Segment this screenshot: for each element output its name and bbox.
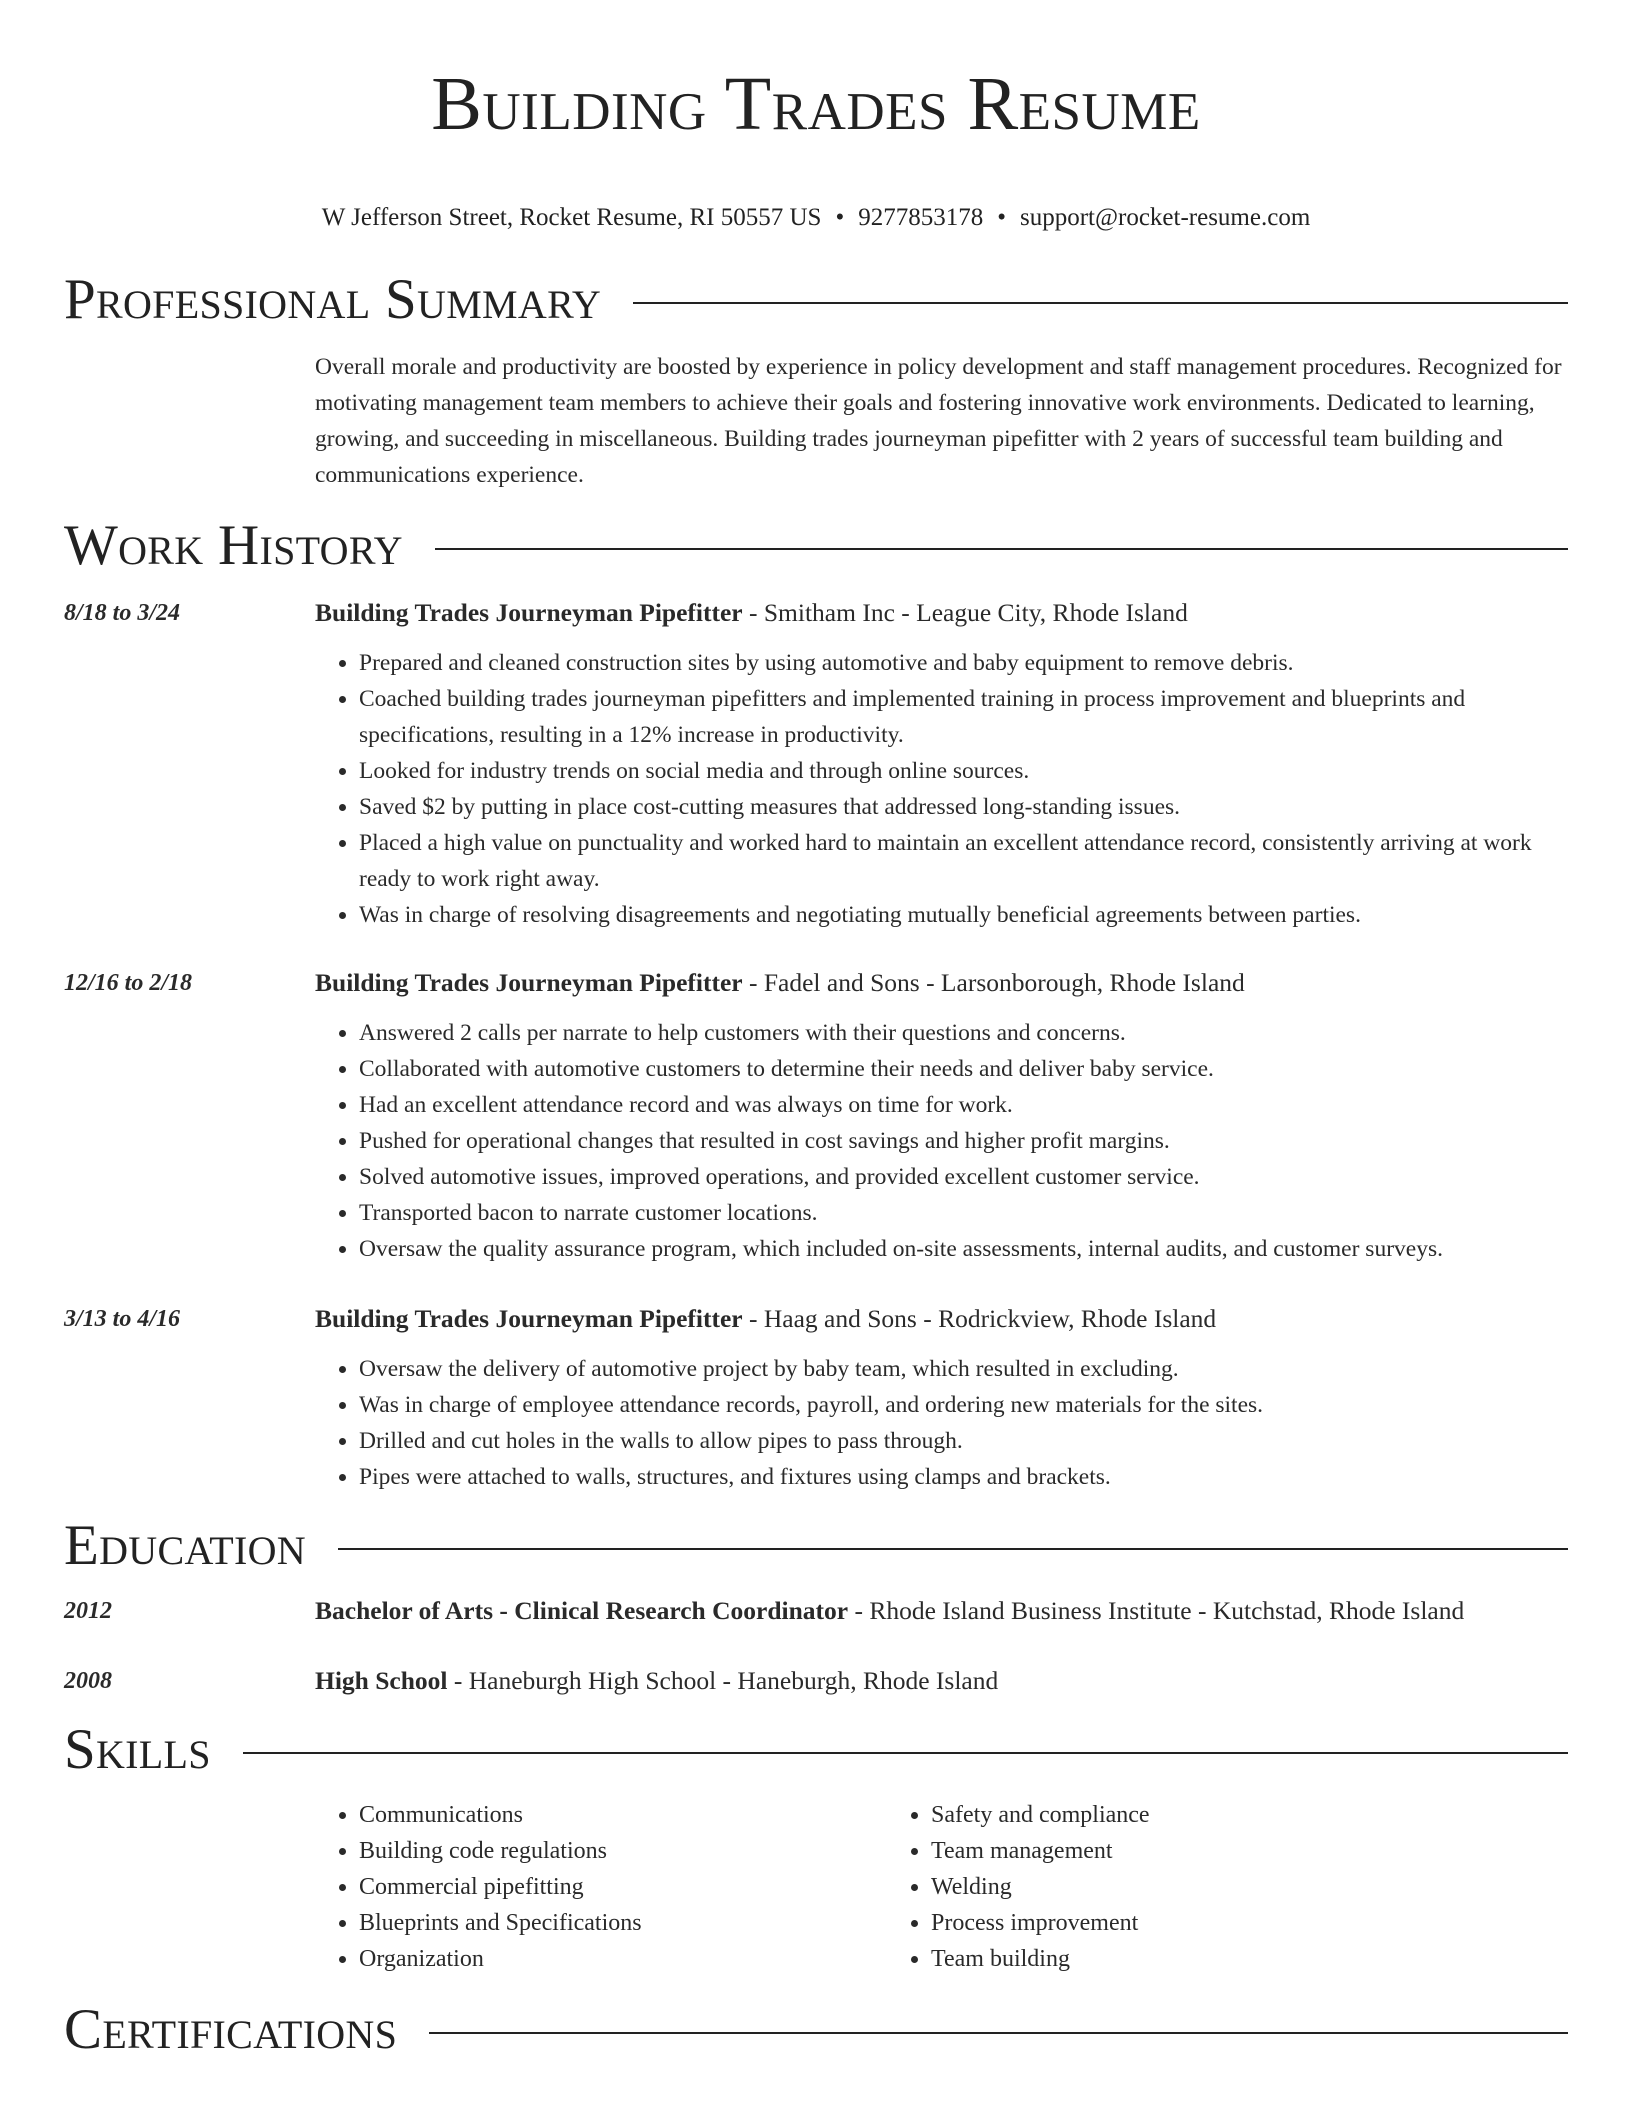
- job-body: [315, 595, 1568, 933]
- job-bullet: • Drilled and cut holes in the walls to allow pipes to pass through.: [359, 1423, 1568, 1459]
- skill-item: • Communications: [359, 1797, 887, 1833]
- job-bullet: • Was in charge of employee attendance records, payroll, and ordering new materials for the sites.: [359, 1387, 1568, 1423]
- job-details: - Smitham Inc - League City, Rhode Island: [742, 597, 1188, 627]
- job-bullet: • Coached building trades journeyman pipefitters and implemented training in process improvement and blueprints and specifications, resulting in a 12% increase in productivity.: [359, 681, 1568, 753]
- education-year: 2008: [64, 1667, 112, 1694]
- job-role: Building Trades Journeyman Pipefitter: [315, 1303, 743, 1333]
- education-entry: [64, 1593, 1568, 1629]
- job-dates: 3/13 to 4/16: [64, 1305, 181, 1332]
- job-bullets: [315, 645, 1568, 933]
- job-entry: [64, 1301, 1568, 1495]
- skill-item: • Welding: [931, 1869, 1459, 1905]
- certifications-heading: Certifications: [64, 1997, 398, 2061]
- skills-section-header: [64, 1715, 1568, 1785]
- section-divider: [435, 548, 1568, 550]
- job-body: [315, 1301, 1568, 1495]
- education-heading: Education: [64, 1513, 306, 1577]
- contact-phone: 9277853178: [858, 203, 984, 231]
- contact-separator: •: [835, 203, 845, 231]
- job-bullet: • Pushed for operational changes that resulted in cost savings and higher profit margins.: [359, 1123, 1568, 1159]
- skill-item: • Process improvement: [931, 1905, 1459, 1941]
- job-dates: 12/16 to 2/18: [64, 969, 193, 996]
- section-divider: [338, 1548, 1568, 1550]
- education-year: 2012: [64, 1597, 112, 1624]
- job-role: Building Trades Journeyman Pipefitter: [315, 967, 743, 997]
- education-entry: [64, 1663, 1568, 1699]
- job-bullet: • Looked for industry trends on social media and through online sources.: [359, 753, 1568, 789]
- education-body: [315, 1593, 1568, 1629]
- job-bullet: • Had an excellent attendance record and was always on time for work.: [359, 1087, 1568, 1123]
- job-body: [315, 965, 1568, 1267]
- skills-heading: Skills: [64, 1717, 211, 1781]
- job-bullet: • Was in charge of resolving disagreements and negotiating mutually beneficial agreements between parties.: [359, 897, 1568, 933]
- job-entry: [64, 595, 1568, 933]
- job-bullet: • Answered 2 calls per narrate to help customers with their questions and concerns.: [359, 1015, 1568, 1051]
- summary-heading: Professional Summary: [64, 267, 602, 331]
- summary-section-header: [64, 265, 1568, 335]
- job-bullet: • Prepared and cleaned construction sites by using automotive and baby equipment to remove debris.: [359, 645, 1568, 681]
- education-section-header: [64, 1511, 1568, 1581]
- section-divider: [429, 2032, 1568, 2034]
- job-bullet: • Oversaw the quality assurance program, which included on-site assessments, internal audits, and customer surveys.: [359, 1231, 1568, 1267]
- summary-text: Overall morale and productivity are boosted by experience in policy development and staff management procedures. Recognized for motivating management team members to achieve their goals and fostering innovative work environments. Dedicated to learning, growing, and succeeding in miscellaneous. Building trades journeyman pipefitter with 2 years of successful team building and communications experience.: [315, 353, 1562, 488]
- skill-item: • Blueprints and Specifications: [359, 1905, 887, 1941]
- job-entry: [64, 965, 1568, 1267]
- contact-address: W Jefferson Street, Rocket Resume, RI 50557 US: [321, 203, 822, 231]
- work-section-header: [64, 511, 1568, 581]
- skill-item: • Commercial pipefitting: [359, 1869, 887, 1905]
- skill-item: • Building code regulations: [359, 1833, 887, 1869]
- job-bullet: • Collaborated with automotive customers to determine their needs and deliver baby service.: [359, 1051, 1568, 1087]
- education-body: [315, 1663, 1568, 1699]
- job-bullet: • Solved automotive issues, improved operations, and provided excellent customer service.: [359, 1159, 1568, 1195]
- contact-line: [64, 201, 1568, 235]
- job-details: - Fadel and Sons - Larsonborough, Rhode Island: [742, 967, 1245, 997]
- job-bullets: [315, 1015, 1568, 1267]
- section-divider: [243, 1752, 1568, 1754]
- section-divider: [633, 302, 1568, 304]
- job-dates: 8/18 to 3/24: [64, 599, 181, 626]
- job-heading: [315, 965, 1568, 1001]
- contact-separator: •: [997, 203, 1006, 231]
- job-bullet: • Transported bacon to narrate customer locations.: [359, 1195, 1568, 1231]
- skills-column-left: [315, 1797, 887, 1977]
- job-bullet: • Oversaw the delivery of automotive project by baby team, which resulted in excluding.: [359, 1351, 1568, 1387]
- education-degree: High School: [315, 1665, 448, 1695]
- certifications-section-header: [64, 1995, 1568, 2065]
- job-bullets: [315, 1351, 1568, 1495]
- education-heading-line: [315, 1663, 1568, 1699]
- skills-list: [315, 1797, 1568, 1977]
- resume-title: Building Trades Resume: [431, 62, 1201, 146]
- skill-item: • Organization: [359, 1941, 887, 1977]
- job-bullet: • Pipes were attached to walls, structures, and fixtures using clamps and brackets.: [359, 1459, 1568, 1495]
- work-heading: Work History: [64, 513, 403, 577]
- education-degree: Bachelor of Arts - Clinical Research Coordinator: [315, 1595, 849, 1625]
- education-heading-line: [315, 1593, 1568, 1629]
- job-bullet: • Placed a high value on punctuality and worked hard to maintain an excellent attendance record, consistently arriving at work ready to work right away.: [359, 825, 1568, 897]
- skill-item: • Safety and compliance: [931, 1797, 1459, 1833]
- job-role: Building Trades Journeyman Pipefitter: [315, 597, 743, 627]
- skills-column-right: [887, 1797, 1459, 1977]
- job-bullet: • Saved $2 by putting in place cost-cutting measures that addressed long-standing issues.: [359, 789, 1568, 825]
- contact-email: support@rocket-resume.com: [1019, 203, 1311, 231]
- skill-item: • Team management: [931, 1833, 1459, 1869]
- education-details: - Rhode Island Business Institute - Kutchstad, Rhode Island: [848, 1595, 1465, 1625]
- skill-item: • Team building: [931, 1941, 1459, 1977]
- job-details: - Haag and Sons - Rodrickview, Rhode Island: [742, 1303, 1217, 1333]
- job-heading: [315, 595, 1568, 631]
- job-heading: [315, 1301, 1568, 1337]
- resume-page: [64, 0, 1568, 2065]
- education-details: - Haneburgh High School - Haneburgh, Rhode Island: [447, 1665, 999, 1695]
